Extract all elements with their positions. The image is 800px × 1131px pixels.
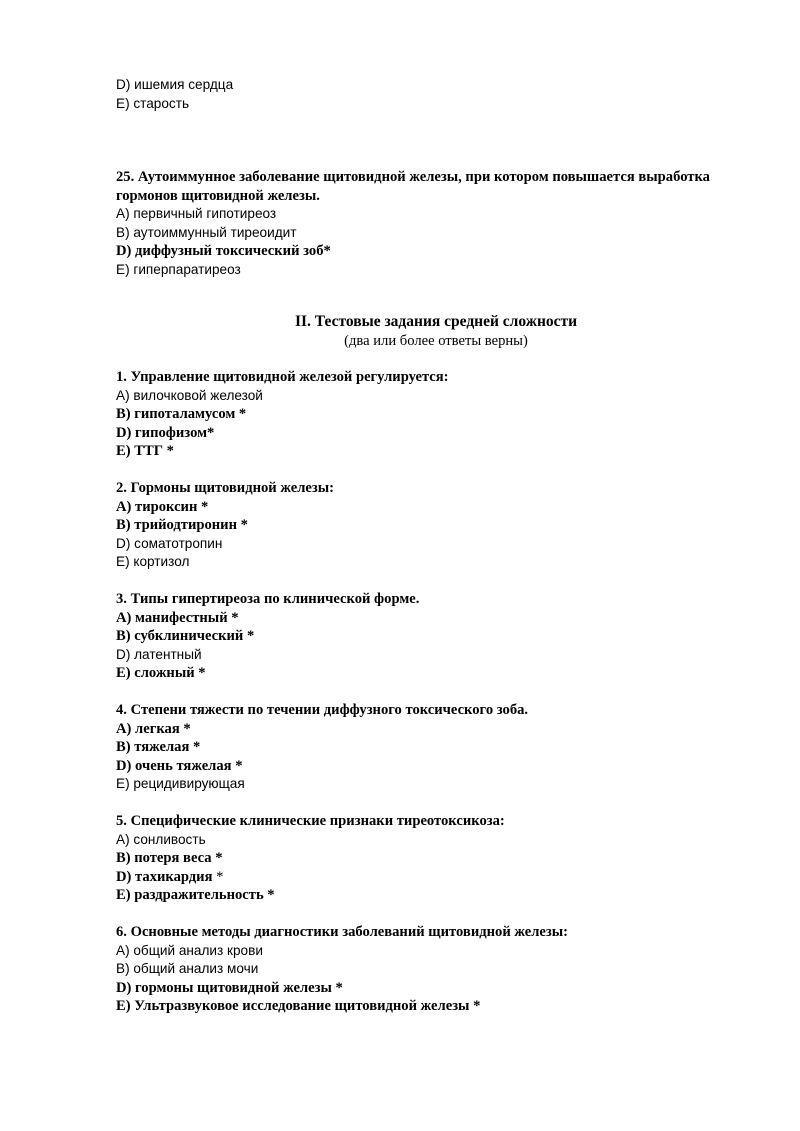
- question-25: [116, 168, 716, 279]
- question-title: 6. Основные методы диагностики заболеваний щитовидной железы:: [116, 924, 569, 940]
- question-4: [116, 701, 716, 794]
- answer-option-correct: B) трийодтиронин *: [116, 517, 248, 533]
- answer-option-correct: [116, 868, 716, 887]
- answer-option-correct: E) ТТГ *: [116, 443, 174, 459]
- section-title: II. Тестовые задания средней сложности: [294, 313, 578, 330]
- answer-option: E) гиперпаратиреоз: [116, 261, 241, 277]
- document-page: [116, 76, 716, 1016]
- section-subtitle: (два или более ответы верны): [344, 332, 528, 349]
- answer-option-correct: A) тироксин *: [116, 498, 209, 515]
- question-title: 5. Специфические клинические признаки тиреотоксикоза:: [116, 813, 505, 829]
- question-1: [116, 368, 716, 461]
- answer-option-correct: E) Ультразвуковое исследование щитовидной железы *: [116, 998, 481, 1014]
- answer-option-correct: B) субклинический *: [116, 628, 255, 644]
- answer-option-correct: A) легкая *: [116, 720, 191, 737]
- answer-option-correct: D) диффузный токсический зоб*: [116, 243, 331, 259]
- answer-option: E) рецидивирующая: [116, 776, 245, 791]
- correct-marker: *: [212, 868, 224, 885]
- question-2: [116, 479, 716, 572]
- answer-option: E) старость: [116, 95, 190, 111]
- answer-option-correct: B) гипоталамусом *: [116, 406, 247, 422]
- question-5: [116, 812, 716, 905]
- answer-option-correct: E) раздражительность *: [116, 887, 275, 903]
- question-title: 3. Типы гипертиреоза по клинической форме.: [116, 591, 420, 607]
- question-title: 4. Степени тяжести по течении диффузного токсического зоба.: [116, 702, 529, 718]
- answer-option: A) первичный гипотиреоз: [116, 206, 277, 221]
- answer-option: D) ишемия сердца: [116, 77, 234, 92]
- answer-option: D) соматотропин: [116, 535, 223, 551]
- answer-option-correct: D) гипофизом*: [116, 424, 215, 441]
- answer-option-correct: E) сложный *: [116, 665, 206, 681]
- answer-option-correct: B) потеря веса *: [116, 850, 223, 866]
- question-title: 25. Аутоиммунное заболевание щитовидной железы, при котором повышается выработка гормонов щитовидной железы.: [116, 169, 710, 204]
- question-title: 2. Гормоны щитовидной железы:: [116, 480, 335, 496]
- answer-option: E) кортизол: [116, 554, 190, 569]
- answer-option: B) общий анализ мочи: [116, 961, 259, 976]
- question-6: [116, 923, 716, 1016]
- answer-option: A) общий анализ крови: [116, 942, 263, 958]
- answer-option: B) аутоиммунный тиреоидит: [116, 224, 297, 240]
- answer-option: D) латентный: [116, 646, 202, 662]
- answer-option-correct: A) манифестный *: [116, 609, 239, 626]
- answer-option: A) вилочковой железой: [116, 387, 263, 403]
- answer-option-text: D) тахикардия: [116, 868, 213, 885]
- question-title: 1. Управление щитовидной железой регулируется:: [116, 369, 449, 385]
- answer-option-correct: B) тяжелая *: [116, 739, 201, 755]
- answer-option-correct: D) гормоны щитовидной железы *: [116, 979, 343, 996]
- answer-option: A) сонливость: [116, 831, 206, 847]
- answer-option-correct: D) очень тяжелая *: [116, 757, 243, 774]
- prev-question-options: [116, 76, 716, 113]
- question-3: [116, 590, 716, 683]
